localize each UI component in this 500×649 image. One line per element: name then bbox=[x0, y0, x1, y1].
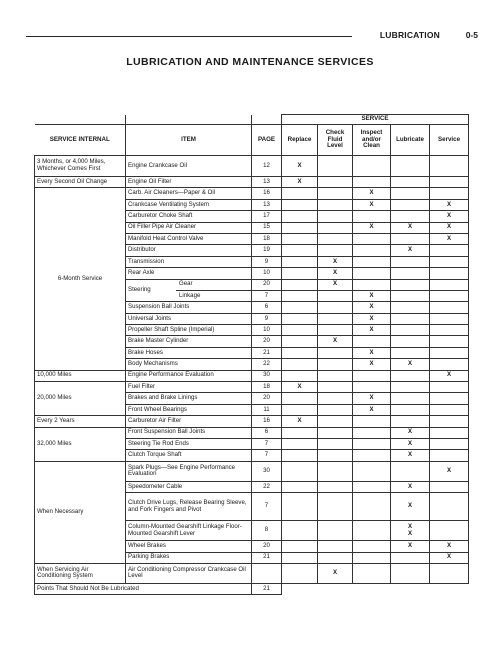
table-row bbox=[35, 156, 469, 177]
item-label: Air Conditioning Compressor Crankcase Oil Level bbox=[126, 563, 252, 583]
page-ref: 21 bbox=[252, 552, 282, 563]
col-item: ITEM bbox=[126, 125, 252, 156]
lubricate-mark: X bbox=[391, 450, 430, 461]
item-label: Distributor bbox=[126, 245, 252, 256]
item-label: Brake Hoses bbox=[126, 347, 252, 358]
item-label: Clutch Drive Lugs, Release Bearing Sleeve, and Fork Fingers and Pivot bbox=[126, 493, 252, 521]
replace-mark: X bbox=[282, 156, 318, 177]
inspect-mark: X bbox=[353, 325, 391, 336]
lubricate-mark: X bbox=[391, 493, 430, 521]
item-label: Oil Filler Pipe Air Cleaner bbox=[126, 222, 252, 233]
col-page: PAGE bbox=[252, 125, 282, 156]
page-ref: 16 bbox=[252, 188, 282, 199]
section-name: LUBRICATION bbox=[379, 30, 440, 40]
item-label: Fuel Filter bbox=[126, 382, 252, 393]
page-ref: 20 bbox=[252, 393, 282, 404]
table-row bbox=[35, 563, 469, 583]
page-ref: 15 bbox=[252, 222, 282, 233]
col-replace: Replace bbox=[282, 125, 318, 156]
page-ref: 7 bbox=[252, 450, 282, 461]
check-mark: X bbox=[318, 256, 353, 267]
service-mark: X bbox=[430, 233, 469, 244]
lubricate-mark: X bbox=[391, 359, 430, 370]
check-mark: X bbox=[318, 279, 353, 290]
page-ref: 22 bbox=[252, 359, 282, 370]
page-ref: 16 bbox=[252, 416, 282, 427]
page-ref: 10 bbox=[252, 268, 282, 279]
page-ref: 6 bbox=[252, 302, 282, 313]
col-lubricate: Lubricate bbox=[391, 125, 430, 156]
item-label: Carburetor Air Filter bbox=[126, 416, 252, 427]
check-mark: X bbox=[318, 268, 353, 279]
lubricate-mark: X bbox=[391, 427, 430, 438]
item-label: Front Wheel Bearings bbox=[126, 404, 252, 415]
page-ref: 19 bbox=[252, 245, 282, 256]
page-ref: 30 bbox=[252, 461, 282, 481]
service-mark: X bbox=[430, 461, 469, 481]
item-label: Parking Brakes bbox=[126, 552, 252, 563]
item-label: Clutch Torque Shaft bbox=[126, 450, 252, 461]
inspect-mark: X bbox=[353, 302, 391, 313]
page-ref: 9 bbox=[252, 313, 282, 324]
item-label: Manifold Heat Control Valve bbox=[126, 233, 252, 244]
table-row bbox=[35, 370, 469, 381]
page-ref: 10 bbox=[252, 325, 282, 336]
page-title: LUBRICATION AND MAINTENANCE SERVICES bbox=[126, 56, 374, 68]
page-number: 0-5 bbox=[465, 30, 478, 40]
page-ref: 30 bbox=[252, 370, 282, 381]
item-label: Engine Performance Evaluation bbox=[126, 370, 252, 381]
service-mark: X bbox=[430, 552, 469, 563]
col-check: Check Fluid Level bbox=[318, 125, 353, 156]
page-ref: 6 bbox=[252, 427, 282, 438]
interval-label: Every 2 Years bbox=[35, 416, 126, 427]
item-label: Rear Axle bbox=[126, 268, 252, 279]
inspect-mark: X bbox=[353, 290, 391, 301]
inspect-mark: X bbox=[353, 404, 391, 415]
interval-label: 32,000 Miles bbox=[35, 427, 126, 461]
lubricate-mark: X bbox=[391, 438, 430, 449]
lubricate-mark: X bbox=[391, 222, 430, 233]
item-label: Carburetor Choke Shaft bbox=[126, 211, 252, 222]
item-label: Body Mechanisms bbox=[126, 359, 252, 370]
item-label: Wheel Brakes bbox=[126, 541, 252, 552]
table-row bbox=[35, 583, 469, 594]
interval-label: When Servicing Air Conditioning System bbox=[35, 563, 126, 583]
lubricate-mark: X bbox=[407, 529, 413, 537]
page-ref: 20 bbox=[252, 336, 282, 347]
lubrication-table bbox=[34, 114, 469, 595]
inspect-mark: X bbox=[353, 393, 391, 404]
item-label: Universal Joints bbox=[126, 313, 252, 324]
table-row bbox=[35, 382, 469, 393]
check-mark: X bbox=[318, 563, 353, 583]
page-ref: 8 bbox=[252, 521, 282, 541]
table-row bbox=[35, 416, 469, 427]
lubricate-mark: X bbox=[407, 522, 413, 530]
page-ref: 13 bbox=[252, 177, 282, 188]
sub-item-label: Linkage bbox=[176, 290, 251, 301]
page-ref: 11 bbox=[252, 404, 282, 415]
running-head bbox=[26, 30, 478, 44]
page-ref: 7 bbox=[252, 290, 282, 301]
interval-label: Every Second Oil Change bbox=[35, 177, 126, 188]
inspect-mark: X bbox=[353, 188, 391, 199]
service-mark: X bbox=[430, 370, 469, 381]
lubricate-mark: X bbox=[391, 481, 430, 492]
page-ref: 13 bbox=[252, 199, 282, 210]
item-label: Carb. Air Cleaners—Paper & Oil bbox=[126, 188, 252, 199]
item-label: Crankcase Ventilating System bbox=[126, 199, 252, 210]
item-label: Suspension Ball Joints bbox=[126, 302, 252, 313]
interval-label: 6-Month Service bbox=[35, 188, 126, 370]
item-label: Transmission bbox=[126, 256, 252, 267]
item-label: Speedometer Cable bbox=[126, 481, 252, 492]
page-ref: 20 bbox=[252, 541, 282, 552]
page-ref bbox=[252, 563, 282, 583]
item-label: Steering Tie Rod Ends bbox=[126, 438, 252, 449]
header-rule bbox=[26, 36, 352, 37]
page-ref: 18 bbox=[252, 233, 282, 244]
item-label: Column-Mounted Gearshift Linkage Floor-Mounted Gearshift Lever bbox=[126, 521, 252, 541]
inspect-mark: X bbox=[353, 313, 391, 324]
service-mark: X bbox=[430, 222, 469, 233]
inspect-mark: X bbox=[353, 359, 391, 370]
page-ref: 21 bbox=[252, 347, 282, 358]
col-service: Service bbox=[430, 125, 469, 156]
service-mark: X bbox=[430, 199, 469, 210]
item-label: Spark Plugs—See Engine Performance Evaluation bbox=[126, 461, 252, 481]
page-ref: 7 bbox=[252, 438, 282, 449]
item-label: Steering bbox=[128, 286, 151, 294]
page-ref: 21 bbox=[252, 583, 282, 594]
steering-item bbox=[126, 279, 252, 302]
page-ref: 12 bbox=[252, 156, 282, 177]
table-row bbox=[35, 177, 469, 188]
item-label: Propeller Shaft Spline (Imperial) bbox=[126, 325, 252, 336]
inspect-mark: X bbox=[353, 222, 391, 233]
table-row bbox=[35, 188, 469, 199]
lubricate-mark: X bbox=[391, 245, 430, 256]
col-inspect: Inspect and/or Clean bbox=[353, 125, 391, 156]
check-mark: X bbox=[318, 336, 353, 347]
page-ref: 22 bbox=[252, 481, 282, 492]
service-group-header: SERVICE bbox=[282, 115, 469, 125]
lubricate-mark: X bbox=[391, 541, 430, 552]
interval-label: 10,000 Miles bbox=[35, 370, 126, 381]
page-ref: 20 bbox=[252, 279, 282, 290]
table-row bbox=[35, 427, 469, 438]
page-ref: 9 bbox=[252, 256, 282, 267]
replace-mark: X bbox=[282, 416, 318, 427]
item-label: Brakes and Brake Linings bbox=[126, 393, 252, 404]
table-row bbox=[35, 461, 469, 481]
item-label: Engine Oil Filter bbox=[126, 177, 252, 188]
inspect-mark: X bbox=[353, 347, 391, 358]
replace-mark: X bbox=[282, 382, 318, 393]
interval-label: When Necessary bbox=[35, 461, 126, 563]
item-label: Brake Master Cylinder bbox=[126, 336, 252, 347]
page-ref: 18 bbox=[252, 382, 282, 393]
sub-item-label: Gear bbox=[179, 280, 193, 288]
col-service-internal: SERVICE INTERNAL bbox=[35, 125, 126, 156]
page-ref: 17 bbox=[252, 211, 282, 222]
item-label: Front Suspension Ball Joints bbox=[126, 427, 252, 438]
interval-label: 20,000 Miles bbox=[35, 382, 126, 416]
inspect-mark: X bbox=[353, 199, 391, 210]
page-ref: 7 bbox=[252, 493, 282, 521]
item-label: Engine Crankcase Oil bbox=[126, 156, 252, 177]
service-mark: X bbox=[430, 541, 469, 552]
service-mark: X bbox=[430, 211, 469, 222]
replace-mark: X bbox=[282, 177, 318, 188]
interval-label: Points That Should Not Be Lubricated bbox=[35, 583, 252, 594]
interval-label: 3 Months, or 4,000 Miles, Whichever Comes First bbox=[35, 156, 126, 177]
